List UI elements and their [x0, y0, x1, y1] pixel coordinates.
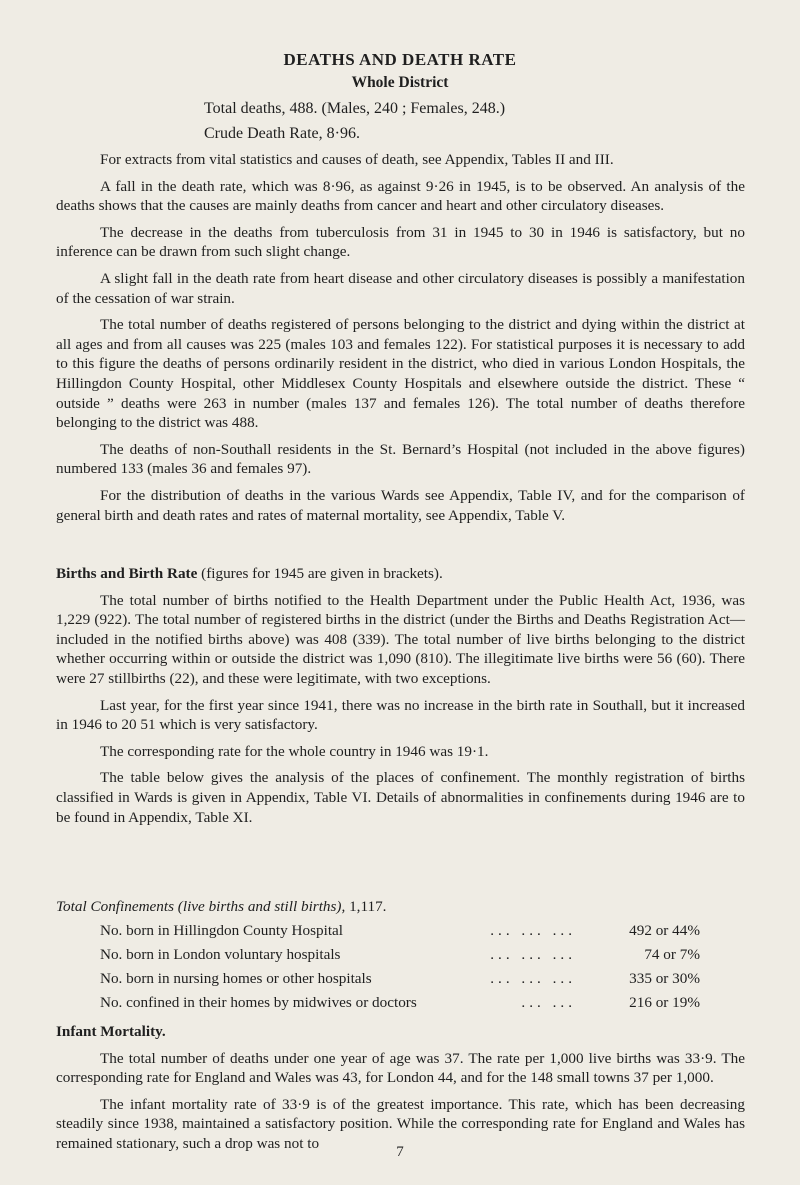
confinement-row	[100, 970, 700, 992]
confinement-label: No. confined in their homes by midwives or doctors	[100, 994, 417, 1011]
paragraph: A fall in the death rate, which was 8·96, as against 9·26 in 1945, is to be observed. An analysis of the deaths shows that the causes are mainly deaths from cancer and heart and other circulatory diseases.	[56, 177, 745, 215]
paragraph: The decrease in the deaths from tuberculosis from 31 in 1945 to 30 in 1946 is satisfactory, but no inference can be drawn from such slight change.	[56, 223, 745, 261]
confinements-heading	[56, 897, 745, 917]
infant-mortality-block	[56, 1022, 745, 1161]
infant-mortality-heading: Infant Mortality.	[56, 1023, 166, 1040]
confinement-label: No. born in London voluntary hospitals	[100, 946, 341, 963]
section-subtitle: Whole District	[351, 74, 449, 91]
leader-dots: ... ... ...	[490, 970, 576, 987]
paragraph: The corresponding rate for the whole country in 1946 was 19·1.	[100, 742, 489, 760]
paragraph: The total number of deaths under one year of age was 37. The rate per 1,000 live births was 33·9. The corresponding rate for England and Wales was 43, for London 44, and for the 148 small towns 37 per 1,000.	[56, 1049, 745, 1087]
confinement-value: 216 or 19%	[629, 994, 700, 1011]
crude-death-rate-line: Crude Death Rate, 8·96.	[204, 125, 360, 142]
total-deaths-line: Total deaths, 488. (Males, 240 ; Females, 248.)	[204, 100, 506, 117]
paragraph: A slight fall in the death rate from heart disease and other circulatory diseases is possibly a manifestation of the cessation of war strain.	[56, 269, 745, 307]
paragraph: Last year, for the first year since 1941, there was no increase in the birth rate in Southall, but it increased in 1946 to 20 51 which is very satisfactory.	[56, 696, 745, 734]
births-section-heading	[56, 564, 745, 584]
page-number: 7	[396, 1144, 404, 1160]
births-text-block	[56, 564, 745, 834]
page-title: DEATHS AND DEATH RATE	[283, 50, 517, 69]
births-heading-note: (figures for 1945 are given in brackets).	[201, 565, 443, 582]
paragraph: For extracts from vital statistics and causes of death, see Appendix, Tables II and III.	[100, 151, 614, 168]
paragraph: The total number of deaths registered of persons belonging to the district and dying within the district at all ages and from all causes was 225 (males 103 and females 122). For statistical purposes it is necessary to add to this figure the deaths of persons ordinarily resident in the district, who died in various London Hospitals, the Hillingdon County Hospital, other Middlesex County Hospitals and elsewhere outside the district. These “ outside ” deaths were 263 in number (males 137 and females 126). The total number of deaths therefore belonging to the district was 488.	[56, 316, 745, 432]
deaths-text-block	[56, 150, 745, 532]
confinement-row	[100, 922, 700, 944]
births-heading: Births and Birth Rate	[56, 565, 198, 582]
leader-dots: ... ... ...	[490, 946, 576, 963]
leader-dots: ... ... ...	[490, 922, 576, 939]
confinement-label: No. born in nursing homes or other hospitals	[100, 970, 372, 987]
paragraph: The total number of births notified to the Health Department under the Public Health Act, 1936, was 1,229 (922). The total number of registered births in the district (under the Births and Deaths Registration Act—included in the notified births above) was 408 (339). The total number of live births belonging to the district whether occurring within or outside the district was 1,090 (810). The illegitimate live births were 56 (60). There were 27 stillbirths (22), and these were legitimate, with two exceptions.	[56, 591, 745, 687]
paragraph: The infant mortality rate of 33·9 is of the greatest importance. This rate, which has been decreasing steadily since 1938, maintained a satisfactory position. While the corresponding rate for England and Wales has remained stationary, such a drop was not to	[56, 1095, 745, 1152]
paragraph: The deaths of non-Southall residents in the St. Bernard’s Hospital (not included in the above figures) numbered 133 (males 36 and females 97).	[56, 440, 745, 478]
confinement-value: 335 or 30%	[629, 970, 700, 987]
confinement-row	[100, 946, 700, 968]
confinements-total: 1,117.	[349, 898, 387, 915]
paragraph: The table below gives the analysis of the places of confinement. The monthly registration of births classified in Wards is given in Appendix, Table VI. Details of abnormalities in confinements during 1946 are to be found in Appendix, Table XI.	[56, 769, 745, 826]
confinement-value: 492 or 44%	[629, 922, 700, 939]
confinements-label: Total Confinements (live births and still births),	[56, 898, 346, 915]
confinement-row	[100, 994, 700, 1016]
confinement-value: 74 or 7%	[644, 946, 700, 963]
paragraph: For the distribution of deaths in the various Wards see Appendix, Table IV, and for the comparison of general birth and death rates and rates of maternal mortality, see Appendix, Table V.	[56, 486, 745, 524]
leader-dots: ... ...	[521, 994, 576, 1011]
confinement-label: No. born in Hillingdon County Hospital	[100, 922, 343, 939]
